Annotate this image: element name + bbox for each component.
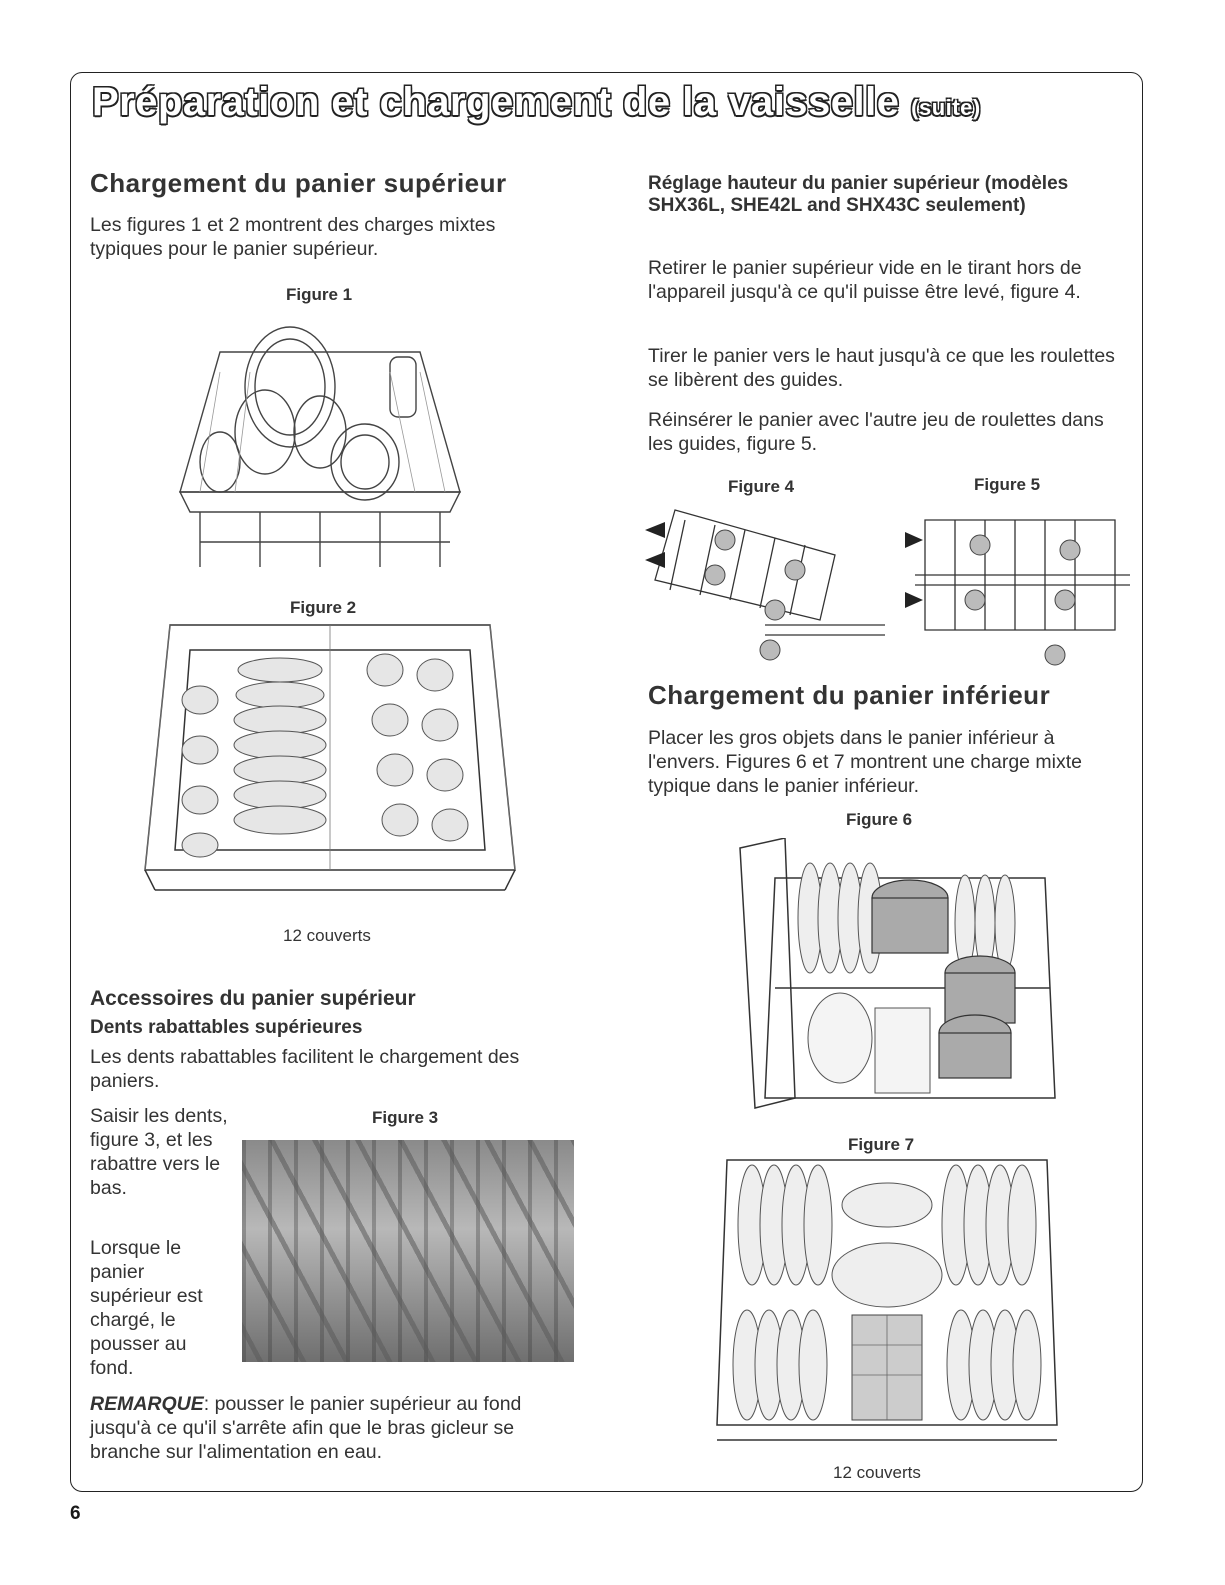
figure7-note: 12 couverts [833, 1463, 921, 1482]
page-number: 6 [70, 1503, 81, 1524]
figure5-caption: Figure 5 [974, 475, 1041, 494]
figure5-rack-reinsert-illustration [895, 500, 1135, 670]
step1-text: Saisir les dents, figure 3, et les rabattre vers le bas. [90, 1105, 228, 1199]
tines-heading: Dents rabattables supérieures [90, 1017, 363, 1038]
figure6-lower-rack-illustration [735, 838, 1065, 1113]
figure1-caption: Figure 1 [286, 285, 353, 304]
page-title: Préparation et chargement de la vaisselle (suite) [92, 80, 981, 124]
lower-rack-text: Placer les gros objets dans le panier inférieur à l'envers. Figures 6 et 7 montrent une charge mixte typique dans le panier inférieur. [648, 727, 1083, 797]
figure1-upper-rack-illustration [160, 312, 470, 582]
figure3-photo [242, 1140, 574, 1362]
step2-text: Lorsque le panier supérieur est chargé, le pousser au fond. [90, 1237, 203, 1379]
remark-label: REMARQUE [90, 1393, 204, 1415]
figure2-upper-rack-top-view [140, 620, 520, 910]
remark-note [90, 1392, 560, 1464]
upper-rack-text: Les figures 1 et 2 montrent des charges mixtes typiques pour le panier supérieur. [90, 214, 496, 260]
height-adjust-p3: Réinsérer le panier avec l'autre jeu de roulettes dans les guides, figure 5. [648, 409, 1104, 455]
lower-rack-heading: Chargement du panier inférieur [648, 680, 1051, 710]
figure4-rack-removal-illustration [645, 500, 890, 670]
figure2-note: 12 couverts [283, 926, 371, 945]
figure3-caption: Figure 3 [372, 1108, 439, 1127]
figure7-caption: Figure 7 [848, 1135, 915, 1154]
accessories-heading: Accessoires du panier supérieur [90, 987, 416, 1010]
upper-rack-heading: Chargement du panier supérieur [90, 168, 507, 198]
tines-text: Les dents rabattables facilitent le chargement des paniers. [90, 1046, 520, 1092]
figure7-lower-rack-top-view [712, 1155, 1062, 1445]
height-adjust-p2: Tirer le panier vers le haut jusqu'à ce que les roulettes se libèrent des guides. [648, 345, 1115, 391]
remark-text: : pousser le panier supérieur au fond jusqu'à ce qu'il s'arrête afin que le bras gicleur se branche sur l'alimentation en eau. [90, 1393, 522, 1463]
figure2-caption: Figure 2 [290, 598, 357, 617]
figure4-caption: Figure 4 [728, 477, 795, 496]
height-adjust-heading: Réglage hauteur du panier supérieur (modèles SHX36L, SHE42L and SHX43C seulement) [648, 173, 1069, 216]
figure6-caption: Figure 6 [846, 810, 913, 829]
height-adjust-p1: Retirer le panier supérieur vide en le tirant hors de l'appareil jusqu'à ce qu'il puisse être levé, figure 4. [648, 257, 1082, 303]
